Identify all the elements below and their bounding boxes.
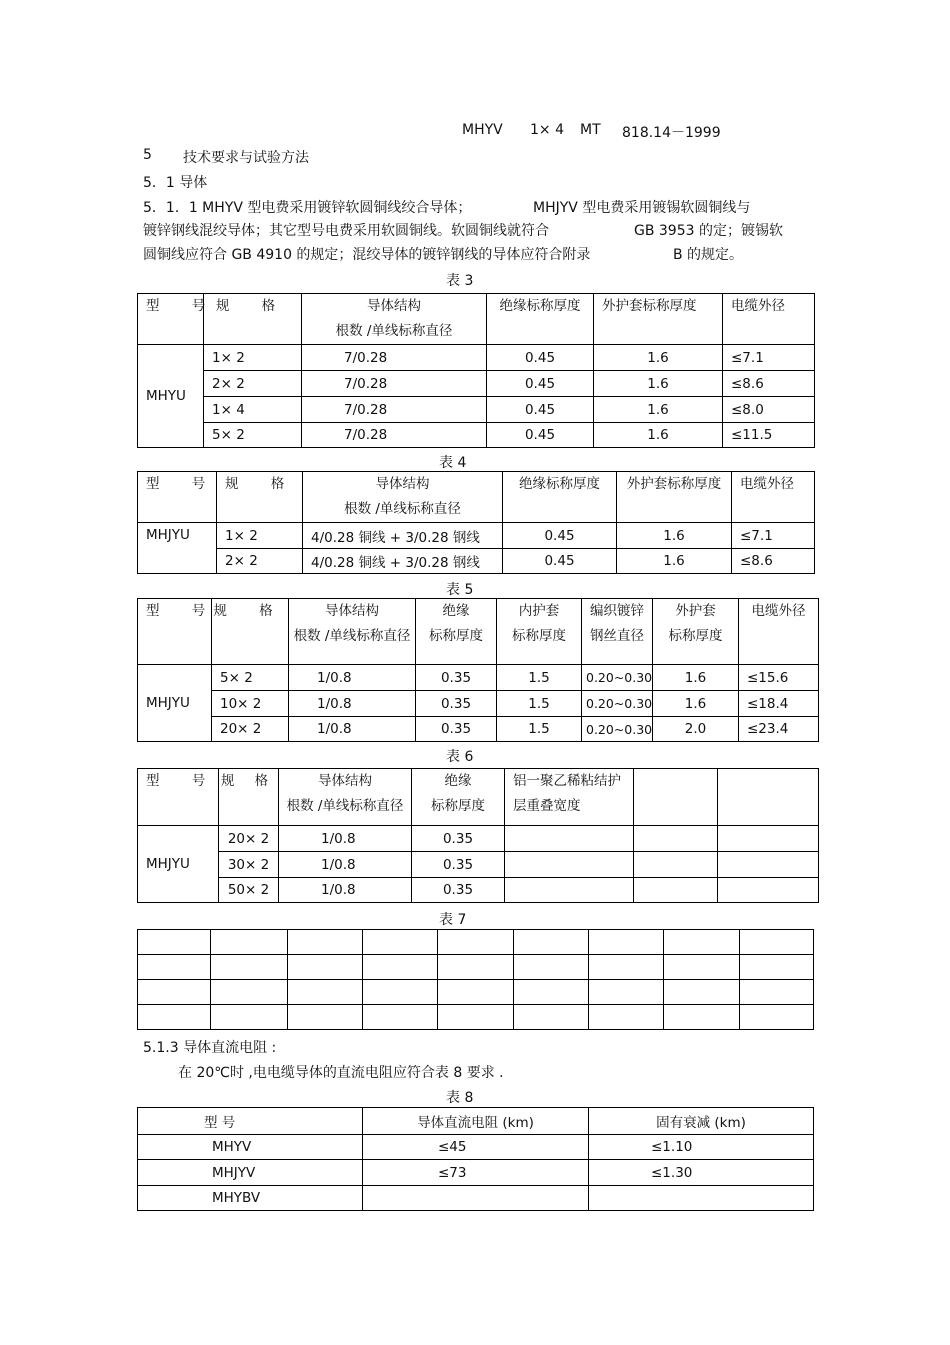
table-3 [137, 293, 815, 448]
table-cell [363, 1005, 438, 1030]
table-cell: 1/0.8 [289, 717, 416, 742]
table-4 [137, 471, 815, 574]
table-6-header-model: 型 号 [138, 769, 219, 826]
table-cell: MHYV [138, 1135, 363, 1160]
table-cell: 1.6 [594, 345, 723, 371]
header-standard-code: MT [580, 122, 601, 138]
table-3-caption: 表 3 [446, 273, 474, 289]
table-cell [589, 1005, 664, 1030]
table-8-header-resistance: 导体直流电阻 (km) [363, 1108, 589, 1135]
table-cell: 1.6 [594, 397, 723, 423]
table-cell: ≤1.30 [589, 1160, 814, 1186]
table-cell [634, 826, 718, 852]
header-line: 内护套 [518, 603, 560, 619]
table-cell: 1.6 [594, 371, 723, 397]
table-cell: 1.6 [617, 549, 732, 574]
table-cell: 0.20~0.30 [582, 717, 653, 742]
table-4-header-model: 型 号 [138, 472, 217, 523]
table-3-header-model: 型 号 [138, 294, 204, 345]
table-cell [288, 955, 363, 980]
table-cell [589, 930, 664, 955]
table-cell: 0.20~0.30 [582, 665, 653, 691]
table-cell [288, 930, 363, 955]
table-cell [514, 1005, 589, 1030]
table-cell: ≤8.6 [732, 549, 815, 574]
table-5-header-inner-sheath [497, 599, 582, 665]
table-cell [664, 955, 740, 980]
table-5-header-braid [582, 599, 653, 665]
table-cell: 20× 2 [219, 826, 279, 852]
para-511-line2b: GB 3953 的定；镀锡软 [634, 223, 783, 239]
para-511-line3b: B 的规定。 [673, 247, 744, 263]
table-cell: MHJYV [138, 1160, 363, 1186]
table-5-header-outer-sheath [653, 599, 739, 665]
header-standard-number: 818.14－1999 [622, 125, 721, 141]
header-model: MHYV [462, 122, 503, 138]
table-cell: 1× 2 [217, 523, 303, 549]
table-cell [138, 955, 211, 980]
table-cell [211, 1005, 288, 1030]
table-7 [137, 929, 814, 1030]
header-spec: 1× 4 [530, 122, 564, 138]
table-4-header-sheath: 外护套标称厚度 [617, 472, 732, 523]
table-cell: 7/0.28 [302, 423, 487, 448]
table-cell [211, 980, 288, 1005]
table-cell: ≤1.10 [589, 1135, 814, 1160]
table-cell: 2× 2 [217, 549, 303, 574]
table-cell: 10× 2 [212, 691, 289, 717]
table-cell: ≤7.1 [723, 345, 815, 371]
table-4-caption: 表 4 [439, 455, 467, 471]
table-cell: 5× 2 [204, 423, 302, 448]
table-cell: 0.35 [416, 665, 497, 691]
header-line: 层重叠宽度 [513, 798, 581, 814]
table-cell: 1/0.8 [279, 878, 412, 903]
table-cell: 1× 4 [204, 397, 302, 423]
table-6-header-al-overlap [505, 769, 634, 826]
table-cell: 1.5 [497, 665, 582, 691]
table-cell: 5× 2 [212, 665, 289, 691]
table-cell [664, 980, 740, 1005]
header-line: 导体结构 [325, 603, 379, 619]
table-6-header-empty [634, 769, 718, 826]
table-cell: 0.45 [487, 397, 594, 423]
table-3-header-conductor [302, 294, 487, 345]
table-3-header-insulation: 绝缘标称厚度 [487, 294, 594, 345]
table-cell: 1× 2 [204, 345, 302, 371]
section-5-title: 技术要求与试验方法 [183, 150, 309, 166]
table-8-header-model: 型 号 [138, 1108, 363, 1135]
table-6 [137, 768, 819, 903]
table-3-header-outer-diameter: 电缆外径 [723, 294, 815, 345]
header-line: 导体结构 [375, 476, 430, 492]
table-cell: 50× 2 [219, 878, 279, 903]
table-cell: 0.35 [412, 826, 505, 852]
table-6-header-insulation [412, 769, 505, 826]
table-cell: 30× 2 [219, 852, 279, 878]
table-cell [589, 1186, 814, 1211]
table-cell [664, 1005, 740, 1030]
table-cell [718, 878, 819, 903]
table-3-header-sheath: 外护套标称厚度 [594, 294, 723, 345]
table-6-model: MHJYU [138, 826, 219, 903]
header-line: 标称厚度 [431, 798, 485, 814]
table-6-caption: 表 6 [446, 749, 474, 765]
table-cell [138, 980, 211, 1005]
table-cell: 0.35 [416, 691, 497, 717]
table-cell: 0.45 [503, 523, 617, 549]
header-line: 钢丝直径 [590, 628, 644, 644]
para-511-line2a: 镀锌钢线混绞导体；其它型号电费采用软圆铜线。软圆铜线就符合 [143, 223, 549, 239]
table-cell [740, 1005, 814, 1030]
table-cell: 1/0.8 [289, 691, 416, 717]
table-cell [138, 1005, 211, 1030]
para-511-line1b: MHJYV 型电费采用镀锡软圆铜线与 [533, 200, 751, 216]
table-5-header-model: 型 号 [138, 599, 212, 665]
table-cell: ≤11.5 [723, 423, 815, 448]
table-cell: 0.45 [487, 371, 594, 397]
table-cell [505, 852, 634, 878]
table-cell: 1.5 [497, 717, 582, 742]
table-5-header-outer-diameter: 电缆外径 [739, 599, 819, 665]
table-cell: ≤8.0 [723, 397, 815, 423]
table-cell: 0.45 [487, 345, 594, 371]
table-cell: ≤18.4 [739, 691, 819, 717]
header-line: 标称厚度 [668, 628, 723, 644]
table-cell [514, 980, 589, 1005]
table-cell [718, 852, 819, 878]
table-cell: 2.0 [653, 717, 739, 742]
table-cell: 1.6 [617, 523, 732, 549]
table-cell [740, 980, 814, 1005]
table-cell [634, 878, 718, 903]
table-8-header-attenuation: 固有衰减 (km) [589, 1108, 814, 1135]
table-3-model: MHYU [138, 345, 204, 448]
section-5-number: 5 [143, 147, 152, 163]
table-cell: ≤8.6 [723, 371, 815, 397]
table-cell: ≤7.1 [732, 523, 815, 549]
table-cell: ≤73 [363, 1160, 589, 1186]
table-cell: 1/0.8 [279, 852, 412, 878]
table-cell: 1/0.8 [279, 826, 412, 852]
table-5-header-conductor [289, 599, 416, 665]
table-cell [505, 878, 634, 903]
table-3-header-spec: 规 格 [204, 294, 302, 345]
table-cell [514, 930, 589, 955]
table-4-header-spec: 规 格 [217, 472, 303, 523]
table-cell: 1.6 [594, 423, 723, 448]
table-cell: 0.20~0.30 [582, 691, 653, 717]
table-cell: ≤45 [363, 1135, 589, 1160]
header-line: 编织镀锌 [590, 603, 644, 619]
table-cell: 2× 2 [204, 371, 302, 397]
table-cell: 20× 2 [212, 717, 289, 742]
table-5 [137, 598, 819, 742]
table-cell [438, 1005, 514, 1030]
header-line: 标称厚度 [429, 628, 483, 644]
table-cell [438, 980, 514, 1005]
table-cell [363, 930, 438, 955]
table-5-header-spec: 规 格 [212, 599, 289, 665]
table-5-caption: 表 5 [446, 582, 474, 598]
header-line: 根数 /单线标称直径 [293, 628, 411, 644]
table-cell [211, 930, 288, 955]
table-cell: MHYBV [138, 1186, 363, 1211]
para-511-line1a: 5．1．1 MHYV 型电费采用镀锌软圆铜线绞合导体； [143, 200, 472, 216]
table-cell [664, 930, 740, 955]
table-cell [288, 1005, 363, 1030]
table-cell: ≤23.4 [739, 717, 819, 742]
table-cell: ≤15.6 [739, 665, 819, 691]
table-4-header-insulation: 绝缘标称厚度 [503, 472, 617, 523]
header-line: 标称厚度 [512, 628, 566, 644]
table-4-header-outer-diameter: 电缆外径 [732, 472, 815, 523]
table-cell [718, 826, 819, 852]
table-cell [288, 980, 363, 1005]
table-cell [211, 955, 288, 980]
header-line: 导体结构 [367, 298, 421, 314]
table-cell [438, 930, 514, 955]
table-cell: 1.6 [653, 665, 739, 691]
table-cell [363, 955, 438, 980]
table-cell: 7/0.28 [302, 371, 487, 397]
table-cell [505, 826, 634, 852]
table-cell: 0.35 [416, 717, 497, 742]
table-cell: 4/0.28 铜线 + 3/0.28 钢线 [303, 523, 503, 549]
table-cell [740, 930, 814, 955]
table-cell [514, 955, 589, 980]
table-6-header-conductor [279, 769, 412, 826]
table-cell: 0.45 [503, 549, 617, 574]
table-cell: 7/0.28 [302, 397, 487, 423]
section-5-1-3-title: 5.1.3 导体直流电阻 : [143, 1040, 277, 1056]
table-cell [138, 930, 211, 955]
header-line: 绝缘 [444, 773, 472, 789]
table-cell [740, 955, 814, 980]
table-8 [137, 1107, 814, 1211]
table-5-header-insulation [416, 599, 497, 665]
table-cell: 7/0.28 [302, 345, 487, 371]
section-5-1-3-text: 在 20℃时 ,电电缆导体的直流电阻应符合表 8 要求 . [178, 1065, 504, 1081]
table-cell: 1.5 [497, 691, 582, 717]
table-cell: 0.45 [487, 423, 594, 448]
table-cell [589, 980, 664, 1005]
table-cell [363, 1186, 589, 1211]
table-7-caption: 表 7 [439, 912, 467, 928]
para-511-line3a: 圆铜线应符合 GB 4910 的规定；混绞导体的镀锌钢线的导体应符合附录 [143, 247, 591, 263]
table-cell [438, 955, 514, 980]
table-cell [363, 980, 438, 1005]
table-cell: 0.35 [412, 852, 505, 878]
header-line: 根数 /单线标称直径 [344, 501, 461, 517]
table-cell: 1/0.8 [289, 665, 416, 691]
header-line: 根数 /单线标称直径 [335, 323, 453, 339]
table-cell: 0.35 [412, 878, 505, 903]
table-5-model: MHJYU [138, 665, 212, 742]
section-5-1-title: 5．1 导体 [143, 175, 208, 191]
header-line: 根数 /单线标称直径 [286, 798, 404, 814]
table-cell: 1.6 [653, 691, 739, 717]
header-line: 外护套 [675, 603, 716, 619]
table-4-header-conductor [303, 472, 503, 523]
table-cell: 4/0.28 铜线 + 3/0.28 钢线 [303, 549, 503, 574]
table-6-header-spec: 规 格 [219, 769, 279, 826]
header-line: 导体结构 [318, 773, 372, 789]
header-line: 铝一聚乙稀粘结护 [513, 773, 621, 789]
table-6-header-empty [718, 769, 819, 826]
table-cell [589, 955, 664, 980]
table-8-caption: 表 8 [446, 1090, 474, 1106]
table-4-model: MHJYU [138, 523, 217, 574]
header-line: 绝缘 [442, 603, 470, 619]
table-cell [634, 852, 718, 878]
